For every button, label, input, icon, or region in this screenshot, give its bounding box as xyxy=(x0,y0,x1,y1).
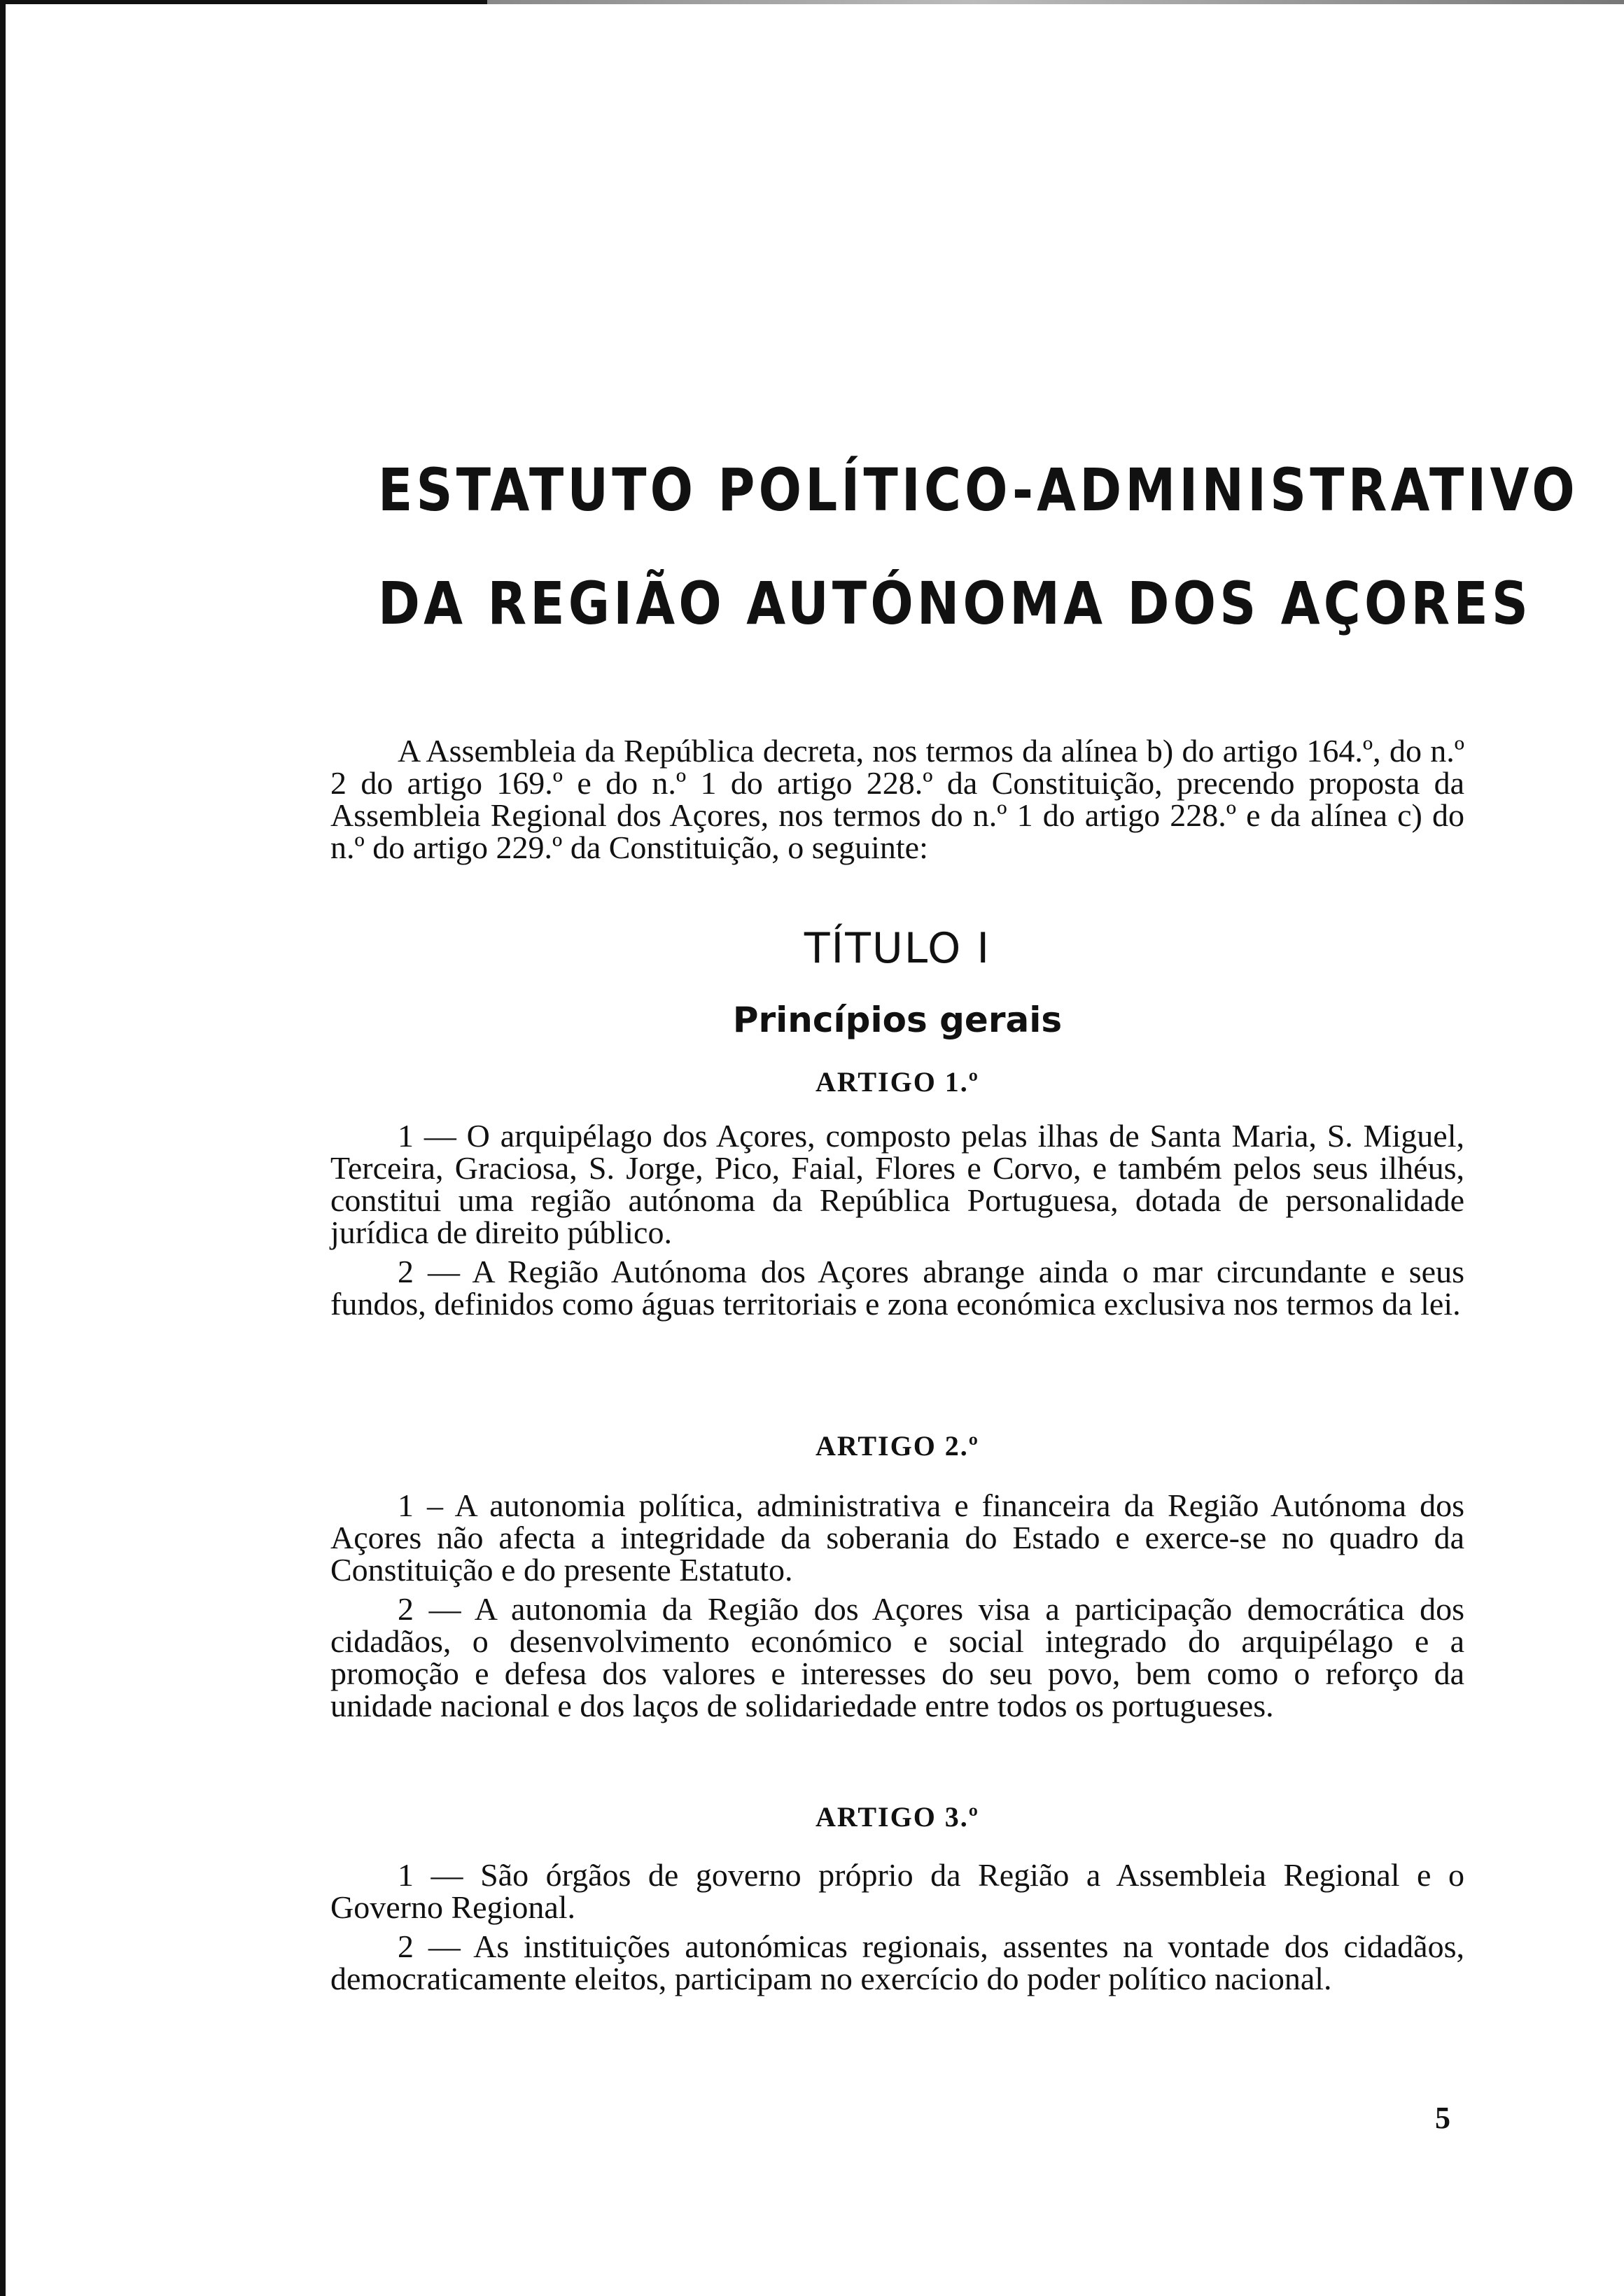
title-line-2: DA REGIÃO AUTÓNOMA DOS AÇORES xyxy=(378,569,1532,638)
artigo-1-body xyxy=(330,1120,1464,1320)
preamble xyxy=(330,735,1464,864)
scan-edge-left xyxy=(0,0,6,2296)
page-number: 5 xyxy=(1435,2101,1450,2135)
scan-edge-top xyxy=(0,0,1624,4)
artigo-3-heading: ARTIGO 3.º xyxy=(815,1801,980,1833)
title-line-1: ESTATUTO POLÍTICO-ADMINISTRATIVO xyxy=(378,456,1578,524)
titulo-heading: TÍTULO I xyxy=(804,924,991,973)
artigo-1-paragraph-2: 2 — A Região Autónoma dos Açores abrange ainda o mar circundante e seus fundos, definidos como águas territoriais e zona económica exclusiva nos termos da lei. xyxy=(330,1254,1464,1322)
preamble-text: A Assembleia da República decreta, nos termos da alínea b) do artigo 164.º, do n.º 2 do artigo 169.º e do n.º 1 do artigo 228.º da Constituição, precendo proposta da Assembleia Regional dos Açores, nos termos do n.º 1 do artigo 228.º e da alínea c) do n.º do artigo 229.º da Constituição, o seguinte: xyxy=(330,733,1464,865)
artigo-3-paragraph-2: 2 — As instituições autonómicas regionais, assentes na vontade dos cidadãos, democraticamente eleitos, participam no exercício do poder político nacional. xyxy=(330,1928,1464,1996)
artigo-2-heading: ARTIGO 2.º xyxy=(815,1430,980,1462)
artigo-1-heading: ARTIGO 1.º xyxy=(815,1066,980,1098)
artigo-1-paragraph-1: 1 — O arquipélago dos Açores, composto pelas ilhas de Santa Maria, S. Miguel, Terceira, Graciosa, S. Jorge, Pico, Faial, Flores e Corvo, e também pelos seus ilhéus, constitui uma região autónoma da República Portuguesa, dotada de personalidade jurídica de direito público. xyxy=(330,1118,1464,1250)
artigo-2-paragraph-2: 2 — A autonomia da Região dos Açores visa a participação democrática dos cidadãos, o desenvolvimento económico e social integrado do arquipélago e a promoção e defesa dos valores e interesses do seu povo, bem como o reforço da unidade nacional e dos laços de solidariedade entre todos os portugueses. xyxy=(330,1591,1464,1723)
artigo-2-paragraph-1: 1 – A autonomia política, administrativa e financeira da Região Autónoma dos Açores não afecta a integridade da soberania do Estado e exerce-se no quadro da Constituição e do presente Estatuto. xyxy=(330,1488,1464,1588)
artigo-3-paragraph-1: 1 — São órgãos de governo próprio da Região a Assembleia Regional e o Governo Regional. xyxy=(330,1857,1464,1925)
titulo-name: Princípios gerais xyxy=(732,1000,1063,1040)
artigo-2-body xyxy=(330,1490,1464,1722)
artigo-3-body xyxy=(330,1859,1464,1995)
